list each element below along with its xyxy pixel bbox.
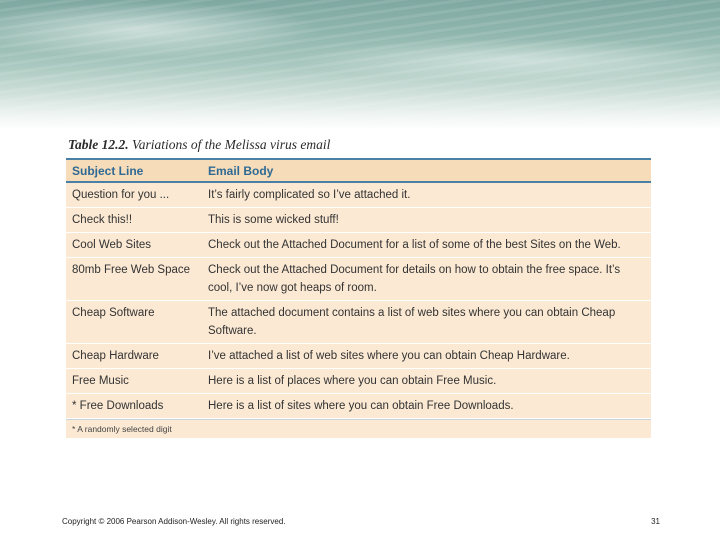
email-body-cell: This is some wicked stuff! <box>208 214 339 226</box>
virus-email-table <box>66 158 651 438</box>
subject-line-cell: Free Music <box>72 375 129 387</box>
subject-line-cell: Cool Web Sites <box>72 239 152 251</box>
email-body-cell: Here is a list of sites where you can obtain Free Downloads. <box>208 400 514 412</box>
email-body-cell: Check out the Attached Document for a list of some of the best Sites on the Web. <box>208 239 621 251</box>
ocean-banner-image <box>0 0 720 130</box>
header-subject-line: Subject Line <box>72 163 144 178</box>
table-row <box>66 183 651 208</box>
table-row <box>66 301 651 344</box>
subject-line-cell: Cheap Software <box>72 307 155 319</box>
table-caption: Variations of the Melissa virus email <box>132 137 331 152</box>
email-body-cell: The attached document contains a list of web sites where you can obtain Cheap Software. <box>208 307 616 337</box>
subject-line-cell: * Free Downloads <box>72 400 164 412</box>
table-row <box>66 208 651 233</box>
subject-line-cell: Check this!! <box>72 214 133 226</box>
copyright-text: Copyright © 2006 Pearson Addison-Wesley. All rights reserved. <box>62 517 286 526</box>
table-container <box>66 136 651 438</box>
slide-footer <box>62 517 660 526</box>
table-number: Table 12.2. <box>68 137 129 152</box>
email-body-cell: Check out the Attached Document for details on how to obtain the free space. It’s cool, I’ve now got heaps of room. <box>208 264 621 294</box>
email-body-cell: I’ve attached a list of web sites where you can obtain Cheap Hardware. <box>208 350 570 362</box>
table-row <box>66 394 651 419</box>
email-body-cell: Here is a list of places where you can obtain Free Music. <box>208 375 497 387</box>
header-email-body: Email Body <box>208 163 274 178</box>
table-row <box>66 369 651 394</box>
email-body-cell: It’s fairly complicated so I’ve attached it. <box>208 189 411 201</box>
table-header-row <box>66 160 651 183</box>
subject-line-cell: Cheap Hardware <box>72 350 159 362</box>
table-row <box>66 233 651 258</box>
table-title <box>66 136 651 158</box>
subject-line-cell: Question for you ... <box>72 189 170 201</box>
subject-line-cell: 80mb Free Web Space <box>72 264 191 276</box>
table-footnote: * A randomly selected digit <box>66 419 651 438</box>
page-number: 31 <box>651 517 660 526</box>
table-row <box>66 344 651 369</box>
table-row <box>66 258 651 301</box>
